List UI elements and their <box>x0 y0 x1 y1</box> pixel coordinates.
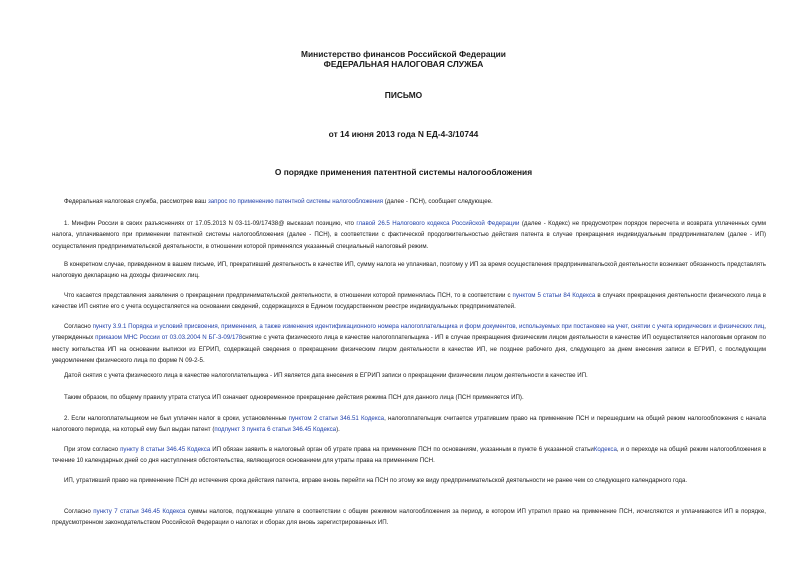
paragraph-4 <box>52 290 766 313</box>
paragraph-text: 2. Если налогоплательщиком не был уплачен налог в сроки, установленные <box>64 415 289 422</box>
paragraph-text: , и о переходе на общий режим налогообложения в течение 10 календарных дней со дня наступления обстоятельства, являющегося основанием для утраты права на применение ПСН. <box>52 446 766 465</box>
document-subject: О порядке применения патентной системы налогообложения <box>274 167 533 177</box>
paragraph-1 <box>52 196 766 207</box>
link-point-8-article-346-45[interactable]: пункту 8 статьи 346.45 Кодекса <box>120 446 211 453</box>
paragraph-5 <box>52 321 766 366</box>
link-chapter-26-5[interactable]: главой 26.5 Налогового кодекса Российской Федерации <box>356 220 520 227</box>
paragraph-6 <box>52 370 766 381</box>
paragraph-text: ИП, утративший право на применение ПСН до истечения срока действия патента, вправе вновь перейти на ПСН по этому же виду предпринимательской деятельности не ранее чем со следующего календарного года. <box>64 477 688 484</box>
link-mns-order[interactable]: приказом МНС России от 03.03.2004 N БГ-3-09/178 <box>95 334 243 342</box>
paragraph-text: Согласно <box>64 508 94 515</box>
link-inn-procedure[interactable]: пункту 3.9.1 Порядка и условий присвоения, применения, а также изменения идентификационного номера налогоплательщика и форм документов, используемых при постановке на учет, снятии с учета юридических и физических лиц <box>92 323 765 330</box>
paragraph-text: , утвержденных <box>52 323 766 342</box>
link-code[interactable]: Кодекса <box>593 446 617 453</box>
paragraph-text: Согласно <box>64 323 93 330</box>
paragraph-text: (далее - Кодекс) не предусмотрен порядок пересчета и возврата уплаченных сумм налога, уплачиваемого при применении патентной системы налогообложения (далее - ПСН), в соответствии с фактической продолжительностью действия патента в случае прекращения индивидуальным предпринимателем (далее - ИП) осуществления предпринимательской деятельности, в отношении которой применялся указанный специальный налоговый режим. <box>52 220 766 250</box>
paragraph-text: Что касается представления заявления о прекращении предпринимательской деятельности, в отношении которой применялась ПСН, то в соответствии с <box>64 292 513 299</box>
link-point-7-article-346-45[interactable]: пункту 7 статьи 346.45 Кодекса <box>93 508 186 515</box>
paragraph-text: снятие с учета физического лица в качестве налогоплательщика - ИП в случае прекращения физическим лицом деятельности в качестве ИП осуществляется налоговым органом по месту жительства ИП на основании выписки из ЕГРИП, содержащей сведения о прекращении физическим лицом деятельности в качестве ИП, не позднее рабочего дня, следующего за днем внесения записи в ЕГРИП, с последующим уведомлением физического лица по форме N 09-2-5. <box>52 334 767 364</box>
paragraph-text: ). <box>336 426 340 434</box>
paragraph-text: 1. Минфин России в своих разъяснениях от 17.05.2013 N 03-11-09/17438@ высказал позицию, что <box>64 220 357 227</box>
paragraph-text: , налогоплательщик считается утратившим право на применение ПСН и перешедшим на общий режим налогообложения с начала налогового периода, на который ему был выдан патент ( <box>52 415 766 434</box>
paragraph-9 <box>52 444 766 467</box>
link-article-346-51[interactable]: пунктом 2 статьи 346.51 Кодекса <box>288 415 385 422</box>
paragraph-text: суммы налогов, подлежащие уплате в соответствии с общим режимом налогообложения за период, в котором ИП утратил право на применение ПСН, исчисляются и уплачиваются ИП в порядке, предусмотренном законодательством Российской Федерации о налогах и сборах для вновь зарегистрированных ИП. <box>52 508 766 527</box>
paragraph-7 <box>52 392 766 403</box>
link-article-84[interactable]: пунктом 5 статьи 84 Кодекса <box>512 292 596 299</box>
ministry-heading: Министерство финансов Российской Федерации <box>301 49 506 59</box>
paragraph-3 <box>52 259 766 282</box>
paragraph-text: В конкретном случае, приведенном в вашем письме, ИП, прекративший деятельность в качестве ИП, сумму налога не уплачивал, поэтому у ИП за время осуществления предпринимательской деятельности возникает обязанность представлять налоговую декларацию на доходы физических лиц. <box>52 261 766 280</box>
link-subparagraph-3-article-346-45[interactable]: подпункт 3 пункта 6 статьи 346.45 Кодекса <box>214 426 337 434</box>
paragraph-11 <box>52 506 766 529</box>
paragraph-text: Таким образом, по общему правилу утрата статуса ИП означает одновременное прекращение действия режима ПСН для данного лица (ПСН применяется ИП). <box>64 394 524 401</box>
paragraph-text: При этом согласно <box>64 446 121 453</box>
paragraph-text: Федеральная налоговая служба, рассмотрев ваш <box>64 198 208 205</box>
link-psn-request[interactable]: запрос по применению патентной системы налогообложения <box>207 198 383 205</box>
paragraph-text: (далее - ПСН), сообщает следующее. <box>383 198 493 205</box>
paragraph-10 <box>52 475 766 486</box>
document-date-number: от 14 июня 2013 года N ЕД-4-3/10744 <box>328 129 479 139</box>
document-type: ПИСЬМО <box>384 90 423 100</box>
paragraph-text: Датой снятия с учета физического лица в качестве налогоплательщика - ИП является дата внесения в ЕГРИП записи о прекращении физическим лицом деятельности в качестве ИП. <box>64 372 588 379</box>
service-heading: ФЕДЕРАЛЬНАЯ НАЛОГОВАЯ СЛУЖБА <box>323 59 484 69</box>
paragraph-8 <box>52 413 766 436</box>
paragraph-text: ИП обязан заявить в налоговый орган об утрате права на применение ПСН по основаниям, указанным в пункте 6 указанной статьи <box>210 446 594 453</box>
paragraph-2 <box>52 218 766 252</box>
paragraph-text: в случаях прекращения деятельности физического лица в качестве ИП снятие его с учета осуществляется на основании сведений, содержащихся в Едином государственном реестре индивидуальных предпринимателей. <box>52 292 766 311</box>
